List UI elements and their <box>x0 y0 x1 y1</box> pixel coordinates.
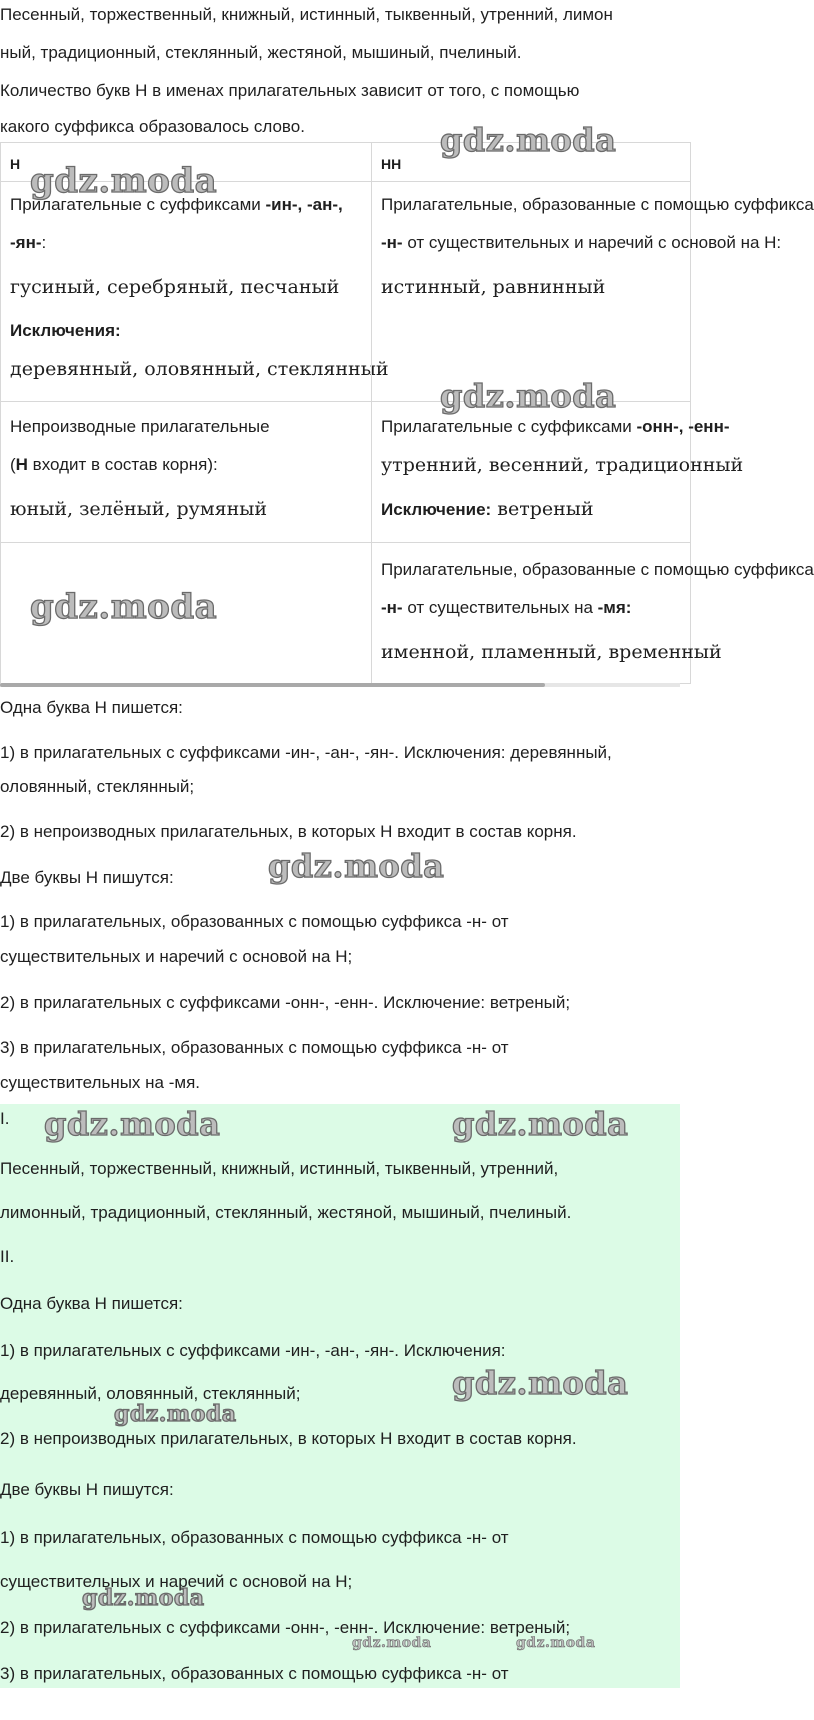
table-cell-nn-suffix-n <box>371 181 814 402</box>
answer-words-line-2: лимонный, традиционный, стеклянный, жестяной, мышиный, пчелиный. <box>0 1203 572 1222</box>
cell-examples: утренний, весенний, традиционный <box>381 454 744 476</box>
answer-rule-5: 3) в прилагательных, образованных с помощью суффикса -н- от <box>0 1664 509 1683</box>
answer-words-line-1: Песенный, торжественный, книжный, истинный, тыквенный, утренний, <box>0 1159 559 1178</box>
rule-1-line-1: 1) в прилагательных с суффиксами -ин-, -ан-, -ян-. Исключения: деревянный, <box>0 743 612 762</box>
watermark: gdz.moda <box>452 1364 629 1402</box>
cell-examples: именной, пламенный, временный <box>381 641 722 663</box>
rule-2: 2) в непроизводных прилагательных, в которых Н входит в состав корня. <box>0 822 577 841</box>
rule-5-line-1: 3) в прилагательных, образованных с помощью суффикса -н- от <box>0 1038 509 1057</box>
watermark: gdz.moda <box>30 161 218 201</box>
cell-examples: истинный, равнинный <box>381 276 606 298</box>
rule-heading-two-n: Две буквы Н пишутся: <box>0 868 174 887</box>
answer-part-1-label: I. <box>0 1109 10 1128</box>
table-horizontal-scrollbar[interactable] <box>0 683 680 687</box>
intro-words-line-1: Песенный, торжественный, книжный, истинный, тыквенный, утренний, лимон <box>0 5 613 24</box>
intro-text-line-1: Количество букв Н в именах прилагательных зависит от того, с помощью <box>0 81 580 100</box>
intro-text-line-2: какого суффикса образовалось слово. <box>0 117 305 136</box>
answer-rule-3-line-2: существительных и наречий с основой на Н; <box>0 1572 353 1591</box>
answer-rule-1-line-1: 1) в прилагательных с суффиксами -ин-, -ан-, -ян-. Исключения: <box>0 1341 506 1360</box>
table-cell-nn-onn-enn <box>371 401 744 543</box>
cell-text: -н- от существительных и наречий с основой на Н: <box>381 233 782 252</box>
watermark: gdz.moda <box>440 121 617 159</box>
answer-heading-two-n: Две буквы Н пишутся: <box>0 1480 174 1499</box>
cell-text: Непроизводные прилагательные <box>10 417 270 436</box>
cell-examples: гусиный, серебряный, песчаный <box>10 276 340 298</box>
cell-examples: юный, зелёный, румяный <box>10 498 268 520</box>
watermark: gdz.moda <box>82 1585 205 1611</box>
cell-text: Прилагательные, образованные с помощью суффикса <box>381 195 814 214</box>
watermark: gdz.moda <box>268 847 445 885</box>
answer-part-2-label: II. <box>0 1247 15 1266</box>
cell-text: -ян-: <box>10 233 47 252</box>
watermark: gdz.moda <box>452 1105 629 1143</box>
watermark: gdz.moda <box>516 1635 596 1651</box>
intro-words-line-2: ный, традиционный, стеклянный, жестяной, мышиный, пчелиный. <box>0 43 522 62</box>
watermark: gdz.moda <box>352 1635 432 1651</box>
rule-5-line-2: существительных на -мя. <box>0 1073 200 1092</box>
rule-3-line-1: 1) в прилагательных, образованных с помощью суффикса -н- от <box>0 912 509 931</box>
rule-3-line-2: существительных и наречий с основой на Н; <box>0 947 353 966</box>
rule-1-line-2: оловянный, стеклянный; <box>0 777 195 796</box>
watermark: gdz.moda <box>114 1401 237 1427</box>
table-cell-nn-mya <box>371 542 814 684</box>
table-cell-n-nonderived <box>0 401 372 543</box>
answer-rule-4: 2) в прилагательных с суффиксами -онн-, -енн-. Исключение: ветреный; <box>0 1618 571 1637</box>
cell-text: (Н входит в состав корня): <box>10 455 218 474</box>
cell-text: -н- от существительных на -мя: <box>381 598 632 617</box>
header-n-label: Н <box>10 156 21 172</box>
answer-heading-one-n: Одна буква Н пишется: <box>0 1294 183 1313</box>
cell-exception: Исключение: ветреный <box>381 498 594 520</box>
answer-rule-2: 2) в непроизводных прилагательных, в которых Н входит в состав корня. <box>0 1429 577 1448</box>
watermark: gdz.moda <box>44 1105 221 1143</box>
cell-text: Прилагательные с суффиксами -онн-, -енн- <box>381 417 730 436</box>
rule-heading-one-n: Одна буква Н пишется: <box>0 698 183 717</box>
answer-rule-3-line-1: 1) в прилагательных, образованных с помощью суффикса -н- от <box>0 1528 509 1547</box>
watermark: gdz.moda <box>440 377 617 415</box>
watermark: gdz.moda <box>30 587 218 627</box>
header-nn-label: НН <box>381 156 402 172</box>
cell-text: Прилагательные с суффиксами -ин-, -ан-, <box>10 195 343 214</box>
cell-text: Прилагательные, образованные с помощью суффикса <box>381 560 814 579</box>
scrollbar-thumb[interactable] <box>0 683 545 687</box>
cell-exceptions-label: Исключения: <box>10 321 121 340</box>
answer-rule-1-line-2: деревянный, оловянный, стеклянный; <box>0 1384 301 1403</box>
cell-exceptions: деревянный, оловянный, стеклянный <box>10 358 389 380</box>
table-cell-n-suffixes <box>0 181 389 402</box>
rule-4: 2) в прилагательных с суффиксами -онн-, -енн-. Исключение: ветреный; <box>0 993 571 1012</box>
